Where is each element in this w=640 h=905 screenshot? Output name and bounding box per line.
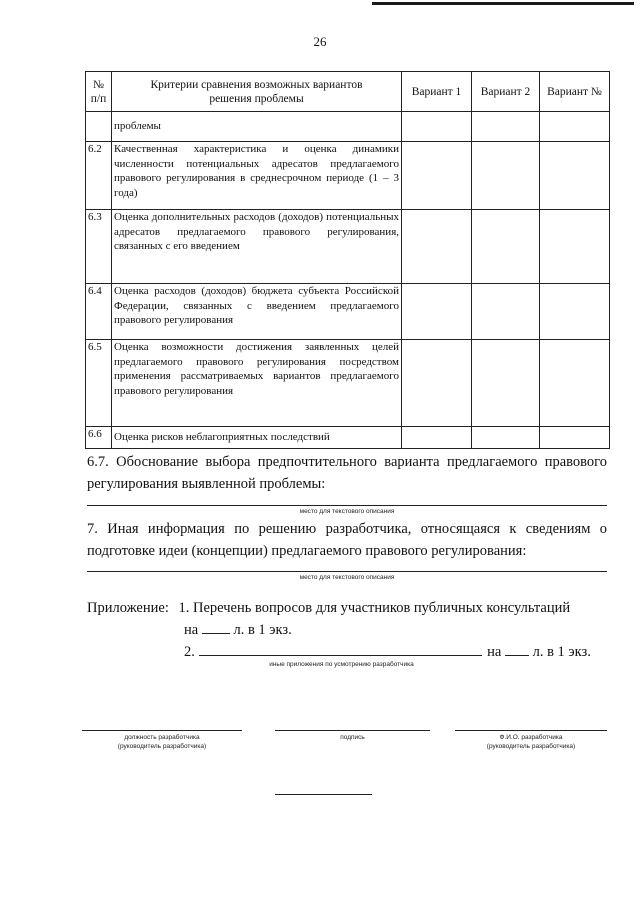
cell-variant-2 (472, 210, 540, 284)
appendix-item-2-pages-blank[interactable] (505, 642, 529, 656)
table-row (86, 142, 610, 210)
row-num: 6.5 (86, 340, 112, 427)
header-num: № п/п (86, 72, 112, 112)
section-6-7-caption: место для текстового описания (299, 508, 395, 515)
header-variant-2: Вариант 2 (472, 72, 540, 112)
section-6-7-text: 6.7. Обоснование выбора предпочтительного варианта предлагаемого правового регулирования выявленной проблемы: (87, 454, 607, 492)
row-num: 6.2 (86, 142, 112, 210)
cell-variant-n (540, 284, 610, 340)
appendix-item-1-tail: л. в 1 экз. (233, 622, 292, 638)
row-num (86, 112, 112, 142)
cell-variant-n (540, 142, 610, 210)
cell-variant-2 (472, 284, 540, 340)
cell-variant-2 (472, 340, 540, 427)
row-text: Оценка расходов (доходов) бюджета субъекта Российской Федерации, связанных с введением предлагаемого правового регулирования (112, 284, 402, 340)
signature-caption: подпись (340, 734, 365, 741)
closing-rule (275, 794, 372, 795)
appendix-item-2-num: 2. (184, 644, 195, 660)
cell-variant-n (540, 210, 610, 284)
appendix-item-2-name-blank[interactable] (199, 642, 482, 656)
cell-variant-1 (402, 210, 472, 284)
appendix-label: Приложение: (87, 600, 169, 616)
cell-variant-1 (402, 284, 472, 340)
appendix-caption: иные приложения по усмотрению разработчика (269, 661, 414, 668)
name-caption (455, 733, 607, 751)
position-caption-sub: (руководитель разработчика) (117, 743, 207, 750)
cell-variant-1 (402, 340, 472, 427)
table-row (86, 340, 610, 427)
row-text: Качественная характеристика и оценка динамики численности потенциальных адресатов предлагаемого правового регулирования в среднесрочном периоде (1 – 3 года) (112, 142, 402, 210)
cell-variant-2 (472, 142, 540, 210)
header-criteria: Критерии сравнения возможных вариантов решения проблемы (112, 72, 402, 112)
appendix-line-2 (184, 642, 591, 662)
table-header-row (86, 72, 610, 112)
appendix-item-1-pages-blank[interactable] (202, 620, 230, 634)
cell-variant-n (540, 112, 610, 142)
signature-line[interactable] (275, 730, 430, 731)
appendix-line-1-pages (184, 620, 292, 640)
appendix-item-1-on: на (184, 622, 199, 638)
top-edge-line (372, 2, 634, 5)
header-variant-n: Вариант № (540, 72, 610, 112)
cell-variant-n (540, 340, 610, 427)
table-row (86, 210, 610, 284)
table-row (86, 284, 610, 340)
row-text: проблемы (112, 112, 402, 142)
cell-variant-2 (472, 112, 540, 142)
name-caption-sub: (руководитель разработчика) (486, 743, 576, 750)
row-text: Оценка рисков неблагоприятных последствий (112, 427, 402, 449)
section-7-text: 7. Иная информация по решению разработчика, относящаяся к сведениям о подготовке идеи (концепции) предлагаемого правового регулирования: (87, 521, 607, 559)
cell-variant-1 (402, 142, 472, 210)
row-num: 6.3 (86, 210, 112, 284)
position-caption-main: должность разработчика (124, 734, 200, 741)
cell-variant-1 (402, 427, 472, 449)
name-caption-main: Ф.И.О. разработчика (499, 734, 563, 741)
table-row (86, 427, 610, 449)
row-num: 6.6 (86, 427, 112, 449)
section-7-caption: место для текстового описания (299, 574, 395, 581)
position-signature-line[interactable] (82, 730, 242, 731)
row-num: 6.4 (86, 284, 112, 340)
section-7-fill-line[interactable] (87, 571, 607, 572)
appendix-item-2-on: на (487, 644, 502, 660)
cell-variant-1 (402, 112, 472, 142)
row-text: Оценка возможности достижения заявленных целей предлагаемого правового регулирования посредством применения рассматриваемых вариантов предлагаемого правового регулирования (112, 340, 402, 427)
cell-variant-2 (472, 427, 540, 449)
appendix-item-1-text: 1. Перечень вопросов для участников публичных консультаций (178, 600, 571, 616)
page-number: 26 (313, 34, 327, 49)
section-6-7-fill-line[interactable] (87, 505, 607, 506)
appendix-line-1 (87, 598, 570, 618)
cell-variant-n (540, 427, 610, 449)
table-row (86, 112, 610, 142)
row-text: Оценка дополнительных расходов (доходов) потенциальных адресатов предлагаемого правового регулирования, связанных с его введением (112, 210, 402, 284)
name-signature-line[interactable] (455, 730, 607, 731)
criteria-table (85, 71, 610, 449)
position-caption (82, 733, 242, 751)
appendix-item-2-tail: л. в 1 экз. (532, 644, 591, 660)
header-variant-1: Вариант 1 (402, 72, 472, 112)
